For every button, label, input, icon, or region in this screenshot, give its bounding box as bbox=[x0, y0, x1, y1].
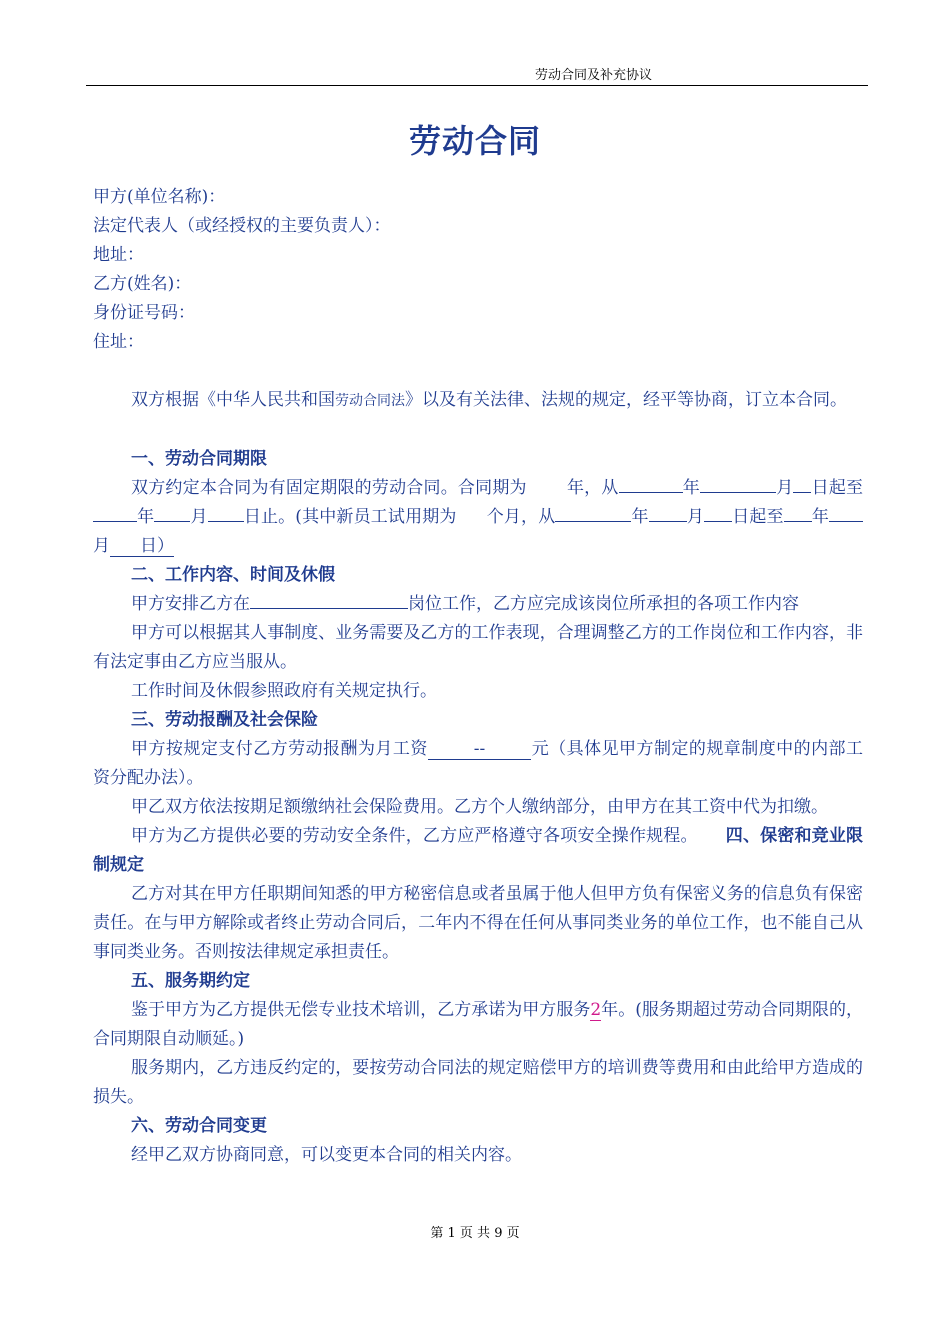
blank-field bbox=[829, 503, 863, 522]
section-heading: 四、保密和竞业限制规定 bbox=[93, 826, 864, 875]
pay-paragraph: 甲乙双方依法按期足额缴纳社会保险费用。乙方个人缴纳部分，由甲方在其工资中代为扣缴。 bbox=[131, 797, 828, 817]
pay-paragraph bbox=[93, 822, 863, 880]
text: 日止。(其中新员工试用期为 bbox=[243, 507, 457, 527]
page-title: 劳动合同 bbox=[408, 122, 541, 160]
work-paragraph: 工作时间及休假参照政府有关规定执行。 bbox=[131, 681, 437, 701]
text: 个月，从 bbox=[486, 507, 556, 527]
blank-field bbox=[619, 474, 683, 493]
text: 甲方为乙方提供必要的劳动安全条件，乙方应严格遵守各项安全操作规程。 bbox=[131, 826, 698, 846]
pay-paragraph bbox=[93, 735, 863, 793]
section-heading: 二、工作内容、时间及休假 bbox=[131, 565, 335, 585]
page-footer: 第 1 页 共 9 页 bbox=[430, 1226, 520, 1241]
intro-text: 》以及有关法律、法规的规定，经平等协商，订立本合同。 bbox=[405, 390, 847, 410]
text: 年，从 bbox=[566, 478, 619, 498]
intro-paragraph bbox=[93, 386, 863, 416]
document-body bbox=[93, 183, 863, 1170]
party-line: 住址： bbox=[93, 332, 144, 352]
text: 年 bbox=[631, 507, 649, 527]
party-line: 法定代表人（或经授权的主要负责人）： bbox=[93, 216, 391, 236]
text: 甲方安排乙方在 bbox=[131, 594, 250, 614]
blank-field bbox=[704, 503, 732, 522]
party-line: 身份证号码： bbox=[93, 303, 195, 323]
work-paragraph: 甲方可以根据其人事制度、业务需要及乙方的工作表现，合理调整乙方的工作岗位和工作内容，非有法定事由乙方应当服从。 bbox=[93, 623, 863, 672]
salary-value: -- bbox=[473, 739, 486, 759]
text: 日起至 bbox=[811, 478, 864, 498]
text: 岗位工作，乙方应完成该岗位所承担的各项工作内容 bbox=[408, 594, 799, 614]
header-text: 劳动合同及补充协议 bbox=[534, 68, 652, 83]
service-years: 2 bbox=[590, 1000, 602, 1020]
text: 年 bbox=[811, 507, 830, 527]
party-line: 甲方(单位名称)： bbox=[93, 187, 226, 207]
text: 鉴于甲方为乙方提供无偿专业技术培训，乙方承诺为甲方服务 bbox=[131, 1000, 591, 1020]
section-heading: 一、劳动合同期限 bbox=[131, 449, 267, 469]
text: 日 bbox=[732, 507, 750, 527]
section-heading: 六、劳动合同变更 bbox=[131, 1116, 267, 1136]
party-line: 地址： bbox=[93, 245, 144, 265]
text: 年 bbox=[137, 507, 155, 527]
section-heading: 三、劳动报酬及社会保险 bbox=[131, 710, 318, 730]
work-paragraph bbox=[93, 590, 863, 619]
underlined-close bbox=[110, 536, 174, 557]
law-name: 劳动合同法 bbox=[335, 393, 405, 409]
spacer bbox=[93, 357, 863, 386]
blank-field bbox=[154, 503, 190, 522]
text: 起至 bbox=[749, 507, 784, 527]
salary-field bbox=[428, 739, 532, 760]
blank-field bbox=[649, 503, 687, 522]
blank-field bbox=[555, 503, 631, 522]
change-paragraph: 经甲乙双方协商同意，可以变更本合同的相关内容。 bbox=[131, 1145, 522, 1165]
text: 月 bbox=[686, 507, 705, 527]
service-paragraph: 服务期内，乙方违反约定的，要按劳动合同法的规定赔偿甲方的培训费等费用和由此给甲方造成的损失。 bbox=[93, 1058, 863, 1107]
section-heading: 五、服务期约定 bbox=[131, 971, 250, 991]
blank-field bbox=[784, 503, 812, 522]
service-paragraph bbox=[93, 996, 863, 1054]
blank-field bbox=[793, 474, 811, 493]
confidentiality-paragraph: 乙方对其在甲方任职期间知悉的甲方秘密信息或者虽属于他人但甲方负有保密义务的信息负有保密责任。在与甲方解除或者终止劳动合同后，二年内不得在任何从事同类业务的单位工作，也不能自己从事同类业务。否则按法律规定承担责任。 bbox=[93, 884, 863, 962]
party-line: 乙方(姓名)： bbox=[93, 274, 192, 294]
text: 双方约定本合同为有固定期限的劳动合同。合同期为 bbox=[131, 478, 527, 498]
text: 元（具体见甲方制定的规章制度中的内部工资分配办法）。 bbox=[93, 739, 864, 788]
blank-field bbox=[700, 474, 776, 493]
blank-field bbox=[250, 590, 408, 609]
text: 甲方按规定支付乙方劳动报酬为月工资 bbox=[131, 739, 428, 759]
text: 月 bbox=[93, 536, 110, 556]
intro-text: 双方根据《中华人民共和国 bbox=[131, 390, 335, 410]
blank-field bbox=[208, 503, 244, 522]
contract-term-paragraph bbox=[93, 474, 863, 561]
text: 日） bbox=[140, 536, 174, 556]
page-header bbox=[86, 64, 868, 86]
text: 月 bbox=[775, 478, 794, 498]
blank-field bbox=[93, 503, 137, 522]
text: 年 bbox=[682, 478, 700, 498]
text: 月 bbox=[190, 507, 208, 527]
text: 年。(服务期超过劳动合同期限的，合同期限自动顺延。) bbox=[93, 1000, 864, 1049]
spacer bbox=[93, 416, 863, 445]
